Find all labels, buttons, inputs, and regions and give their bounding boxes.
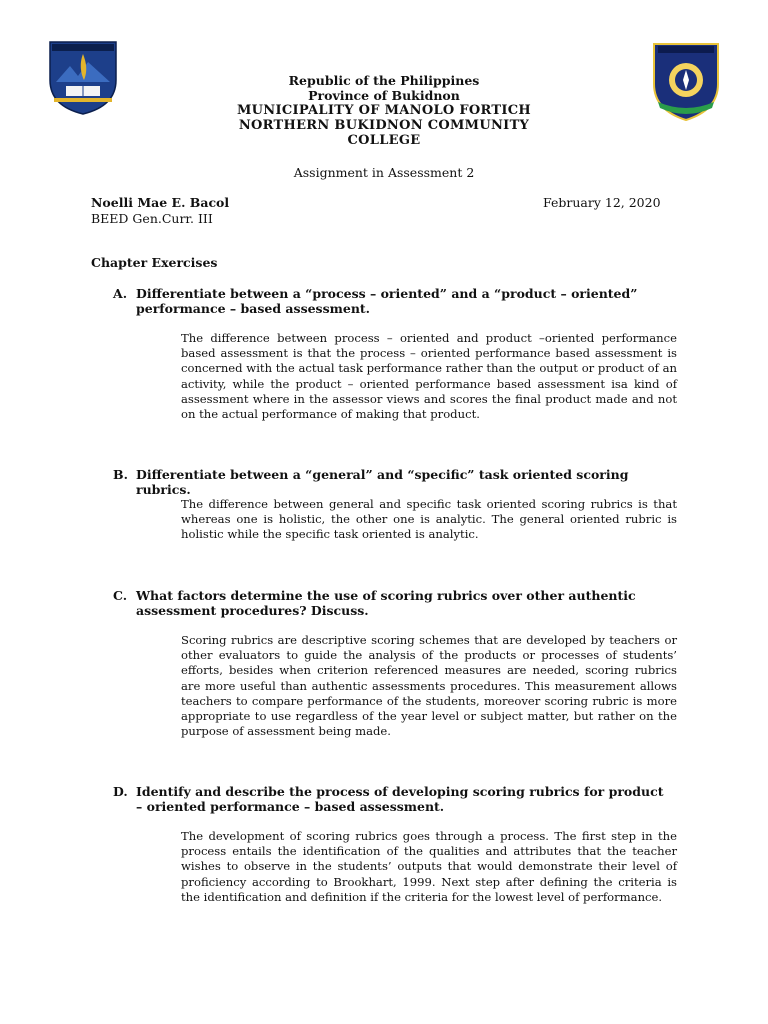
question-letter: C. <box>113 588 128 603</box>
question-letter: B. <box>113 467 128 482</box>
student-course: BEED Gen.Curr. III <box>91 211 213 226</box>
submission-date: February 12, 2020 <box>543 195 661 210</box>
college-logo-left <box>48 40 118 116</box>
question-text: Differentiate between a “process – oriented” and a “product – oriented” performance – based assessment. <box>136 286 638 316</box>
question-text: Differentiate between a “general” and “specific” task oriented scoring rubrics. <box>136 467 629 497</box>
question-c <box>113 588 673 618</box>
assignment-title: Assignment in Assessment 2 <box>293 165 475 180</box>
document-header <box>200 73 568 148</box>
answer-a: The difference between process – oriented and product –oriented performance based assessment is that the process – oriented performance based assessment is concerned with the actual task performance rather than the output or product of an activity, while the product – oriented performance based assessment isa kind of assessment where in the assessor views and scores the final product made and not on the actual performance of making that product. <box>181 331 677 422</box>
question-text: Identify and describe the process of developing scoring rubrics for product – oriented performance – based assessment. <box>136 784 664 814</box>
answer-c: Scoring rubrics are descriptive scoring schemes that are developed by teachers or other evaluators to guide the analysis of the products or processes of students’ efforts, besides when criterion referenced measures are needed, scoring rubrics are more useful than authentic assessments procedures. This measurement allows teachers to compare performance of the students, moreover scoring rubric is more appropriate to use regardless of the year level or subject matter, but rather on the purpose of assessment being made. <box>181 633 677 739</box>
student-name: Noelli Mae E. Bacol <box>91 195 230 210</box>
college-seal-right <box>648 40 724 122</box>
answer-b: The difference between general and specific task oriented scoring rubrics is that whereas one is holistic, the other one is analytic. The general oriented rubric is holistic while the specific task oriented is analytic. <box>181 497 677 542</box>
question-text: What factors determine the use of scoring rubrics over other authentic assessment procedures? Discuss. <box>136 588 636 618</box>
header-municipality: MUNICIPALITY OF MANOLO FORTICH <box>236 103 531 118</box>
header-province: Province of Bukidnon <box>308 88 460 103</box>
question-d <box>113 784 673 814</box>
section-heading: Chapter Exercises <box>91 255 218 270</box>
question-b <box>113 467 673 497</box>
question-a <box>113 286 673 316</box>
header-college-name: NORTHERN BUKIDNON COMMUNITY <box>238 118 530 133</box>
answer-d: The development of scoring rubrics goes through a process. The first step in the process entails the identification of the qualities and attributes that the teacher wishes to observe in the students’ outputs that would demonstrate their level of proficiency according to Brookhart, 1999. Next step after defining the criteria is the identification and definition if the criteria for the lowest level of performance. <box>181 829 677 904</box>
question-letter: D. <box>113 784 128 799</box>
header-college-suffix: COLLEGE <box>347 133 421 148</box>
question-letter: A. <box>113 286 128 301</box>
header-republic: Republic of the Philippines <box>288 73 480 88</box>
